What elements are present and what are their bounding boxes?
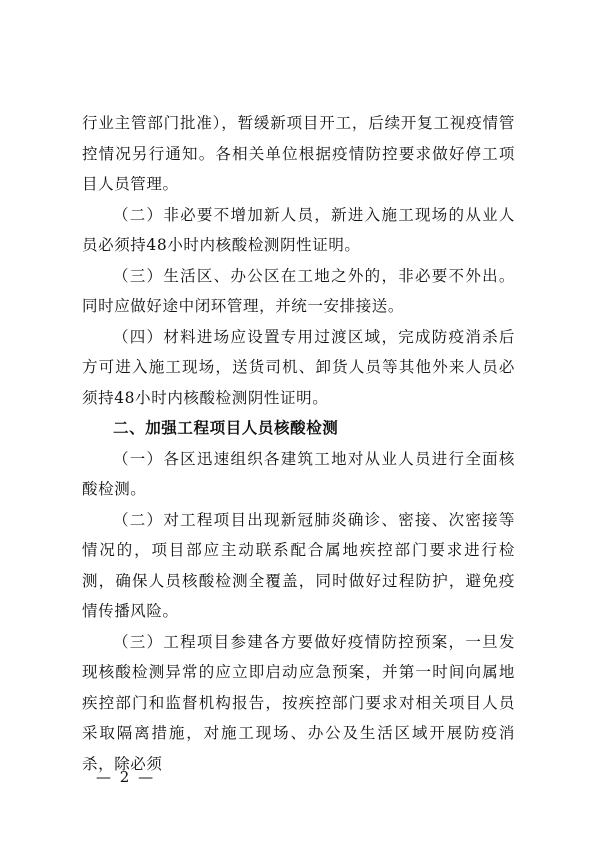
- paragraph-item-4: （四）材料进场应设置专用过渡区域，完成防疫消杀后方可进入施工现场，送货司机、卸货人员等其他外来人员必须持48小时内核酸检测阴性证明。: [82, 327, 515, 407]
- paragraph-item-3: （三）生活区、办公区在工地之外的，非必要不外出。同时应做好途中闭环管理，并统一安排接送。: [82, 266, 515, 315]
- section-heading: 二、加强工程项目人员核酸检测: [113, 418, 339, 437]
- paragraph-section2-item-1: （一）各区迅速组织各建筑工地对从业人员进行全面核酸检测。: [82, 449, 515, 498]
- paragraph-continuation: 行业主管部门批准），暂缓新项目开工，后续开复工视疫情管控情况另行通知。各相关单位根据疫情防控要求做好停工项目人员管理。: [82, 114, 515, 193]
- page-number: — 2 —: [96, 768, 156, 786]
- paragraph-section2-item-2: （二）对工程项目出现新冠肺炎确诊、密接、次密接等情况的，项目部应主动联系配合属地疾控部门要求进行检测，确保人员核酸检测全覆盖，同时做好过程防护，避免疫情传播风险。: [82, 510, 515, 620]
- paragraph-item-2: （二）非必要不增加新人员，新进入施工现场的从业人员必须持48小时内核酸检测阴性证明。: [82, 205, 515, 254]
- paragraph-section2-item-3: （三）工程项目参建各方要做好疫情防控预案，一旦发现核酸检测异常的应立即启动应急预案，并第一时间向属地疾控部门和监督机构报告，按疾控部门要求对相关项目人员采取隔离措施，对施工现场、办公及生活区域开展防疫消杀，除必须: [82, 632, 515, 773]
